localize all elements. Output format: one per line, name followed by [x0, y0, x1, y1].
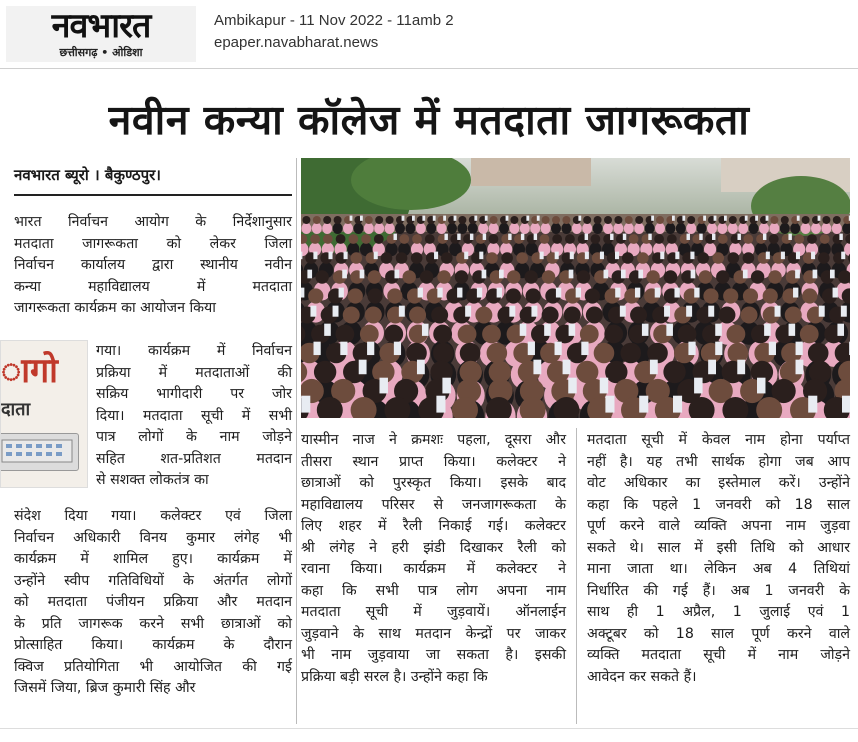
column-1-body [14, 506, 292, 700]
crowd-illustration [301, 158, 850, 418]
text-line: कन्या महाविद्यालय में मतदाता [14, 278, 292, 295]
column-1-wrap [96, 341, 292, 492]
text-line: नहीं है। यह तभी सार्थक होगा जब आप [587, 453, 850, 470]
article-headline: नवीन कन्या कॉलेज में मतदाता जागरूकता [108, 96, 750, 144]
text-line: पात्र लोगों के नाम जोड़ने [96, 429, 292, 445]
text-line: सक्रिय भागीदारी पर जोर [96, 386, 292, 402]
voter-awareness-ad [0, 340, 88, 488]
column-divider-2 [576, 428, 577, 724]
column-3-body [587, 430, 850, 688]
newspaper-logo [6, 6, 196, 62]
text-line: को मतदाता पंजीयन प्रक्रिया और मतदान [14, 594, 292, 610]
text-line: कहा कि सभी पात्र लोग अपना नाम [301, 582, 566, 599]
column-divider-1 [296, 158, 297, 724]
text-line: उन्होंने स्वीप गतिविधियों के अंतर्गत लोगों [14, 572, 292, 589]
text-line: श्री लंगेह ने हरी झंडी दिखाकर रैली को [301, 539, 566, 556]
text-line: निर्धारित की गई हैं। अब 1 जनवरी के [587, 582, 850, 599]
text-line: साथ ही 1 अप्रैल, 1 जुलाई एवं 1 [587, 604, 850, 620]
text-line: छात्राओं को पुरस्कृत किया। इसके बाद [301, 475, 566, 491]
text-line: माना जाता था। लेकिन अब 4 तिथियां [587, 561, 850, 577]
text-line: यास्मीन नाज ने क्रमशः पहला, दूसरा और [301, 432, 566, 448]
ad-subtext: दाता [1, 399, 31, 420]
text-line: कार्यक्रम में शामिल हुए। कार्यक्रम में [14, 551, 292, 567]
text-line: भी नाम जुड़वाया जा सकता है। इसकी [301, 647, 566, 663]
text-line: से सशक्त लोकतंत्र का [96, 472, 209, 488]
text-line: आवेदन कर सकते हैं। [587, 668, 697, 685]
text-line: दिया। मतदाता सूची में सभी [96, 407, 292, 424]
text-line: प्रक्रिया बड़ी सरल है। उन्होंने कहा कि [301, 668, 488, 685]
logo-subtitle: छत्तीसगढ़ • ओडिशा [59, 46, 143, 59]
text-line: गया। कार्यक्रम में निर्वाचन [96, 343, 292, 359]
students-photo [301, 158, 850, 418]
text-line: मतदाता जागरूकता को लेकर जिला [14, 235, 292, 252]
text-line: वोट अधिकार का इस्तेमाल करें। उन्होंने [587, 475, 850, 491]
text-line: प्रोत्साहित किया। कार्यक्रम के दौरान [14, 637, 292, 653]
column-2-body [301, 430, 566, 688]
text-line: संदेश दिया गया। कलेक्टर एवं जिला [14, 508, 292, 524]
column-1-intro [14, 212, 292, 320]
text-line: निर्वाचन अधिकारी विनय कुमार लंगेह भी [14, 529, 292, 546]
text-line: लिए शहर में रैली निकाई गई। कलेक्टर [301, 518, 566, 534]
text-line: महाविद्यालय परिसर से जनजागरूकता के [301, 496, 566, 513]
text-line: मतदाता सूची में जुड़वायें। ऑनलाईन [301, 604, 566, 620]
text-line: कहा कि पहले 1 जनवरी को 18 साल [587, 496, 850, 513]
page-bottom-rule [0, 728, 858, 729]
text-line: जुड़वाने के साथ मतदान केन्द्रों पर जाकर [301, 625, 566, 642]
text-line: पूर्ण करने वाले व्यक्ति अपना नाम जुड़वा [587, 518, 850, 534]
edition-info: Ambikapur - 11 Nov 2022 - 11amb 2 [214, 12, 454, 29]
text-line: सकते थे। साल में इसी तिथि को आधार [587, 539, 850, 556]
byline-underline [14, 194, 292, 196]
text-line: तीसरा स्थान प्राप्त किया। कलेक्टर ने [301, 453, 566, 470]
text-line: निर्वाचन कार्यालय द्वारा स्थानीय नवीन [14, 257, 292, 273]
text-line: मतदाता सूची में केवल नाम होना पर्याप्त [587, 432, 850, 448]
logo-text: नवभारत [51, 6, 151, 46]
site-link[interactable]: epaper.navabharat.news [214, 34, 379, 51]
text-line: प्रक्रिया में मतदाताओं की [96, 364, 292, 381]
text-line: भारत निर्वाचन आयोग के निर्देशानुसार [14, 214, 292, 230]
text-line: जागरूकता कार्यक्रम का आयोजन किया [14, 300, 216, 316]
ad-headline: ागो [1, 351, 58, 391]
text-line: अक्टूबर को 18 साल पूर्ण करने वाले [587, 625, 850, 642]
evm-machine-icon [0, 433, 79, 471]
article-byline: नवभारत ब्यूरो । बैकुण्ठपुर। [14, 166, 161, 184]
masthead-divider [0, 68, 858, 69]
text-line: के प्रति जागरूक करने सभी छात्राओं को [14, 615, 292, 632]
text-line: सहित शत-प्रतिशत मतदान [96, 450, 292, 467]
text-line: जिसमें जिया, ब्रिज कुमारी सिंह और [14, 680, 196, 696]
text-line: क्विज प्रतियोगिता भी आयोजित की गई [14, 658, 292, 675]
masthead [0, 0, 858, 66]
text-line: रवाना किया। कार्यक्रम में कलेक्टर ने [301, 561, 566, 577]
text-line: व्यक्ति मतदाता सूची में नाम जोड़ने [587, 647, 850, 663]
